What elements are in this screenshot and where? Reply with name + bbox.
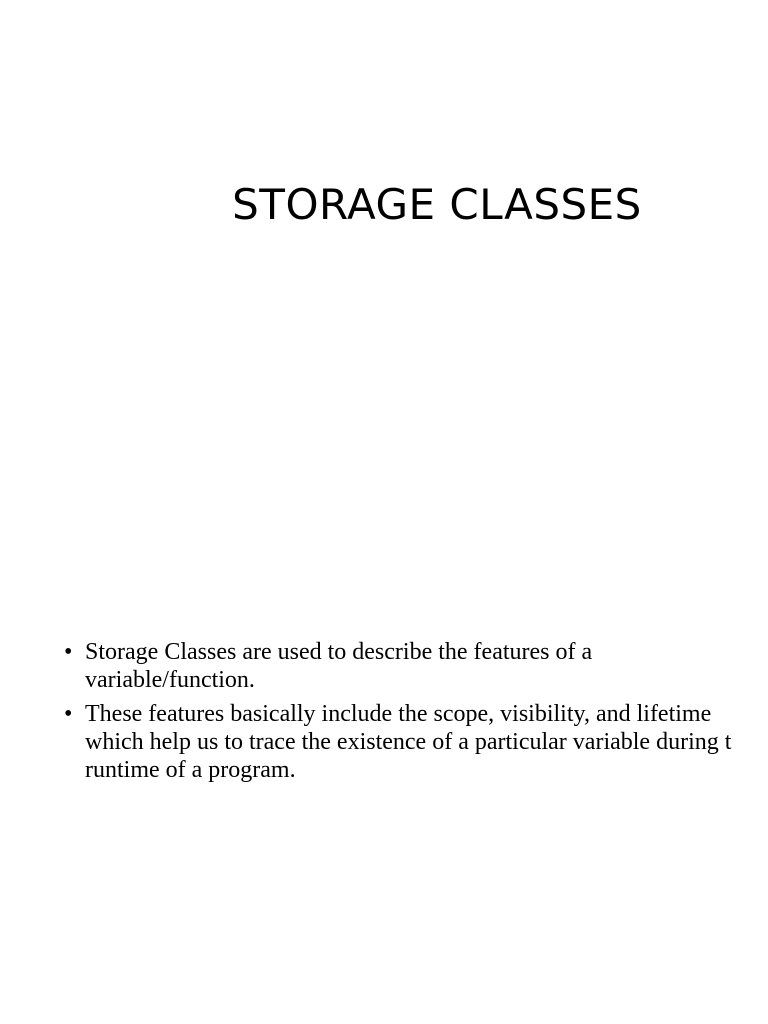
bullet-marker: • (64, 639, 73, 665)
bullet-marker: • (64, 701, 73, 727)
bullet-list (64, 638, 768, 790)
slide-title: STORAGE CLASSES (232, 180, 642, 229)
bullet-line: runtime of a program. (85, 757, 296, 783)
bullet-line: which help us to trace the existence of a particular variable during t (85, 729, 732, 755)
bullet-item (64, 700, 768, 784)
bullet-line: These features basically include the scope, visibility, and lifetime (85, 701, 712, 727)
bullet-line: variable/function. (85, 667, 255, 693)
bullet-line: Storage Classes are used to describe the features of a (85, 639, 593, 665)
bullet-item (64, 638, 768, 694)
